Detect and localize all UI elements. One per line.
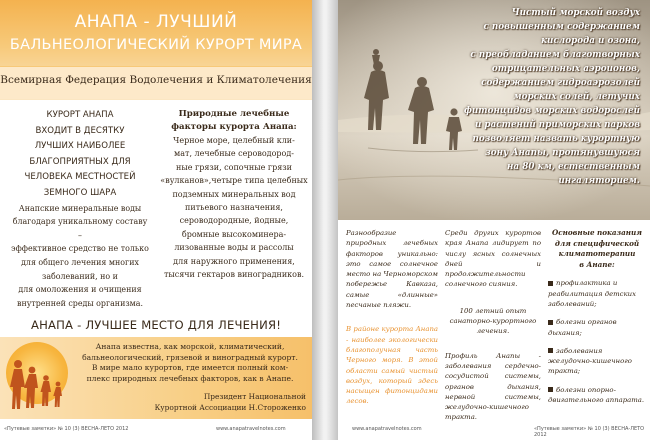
body-line: Анапские минеральные воды: [18, 203, 142, 213]
list-item: профилактика и реабилитация детских заболеваний;: [548, 279, 636, 308]
quote-line: и растений приморских парков: [474, 120, 640, 130]
family-silhouette-icon: [4, 356, 74, 412]
bottom-line: В мире мало курортов, где имеется полный ком-: [91, 363, 289, 373]
experience-text: 100 летний опыт санаторно-курортного лечения.: [449, 306, 537, 336]
factors-line: питьевого назначения,: [185, 203, 283, 213]
quote-line: морских солей, летучих: [513, 92, 640, 102]
footer-issue: «Путевые заметки» № 10 (3) ВЕСНА-ЛЕТО 2012: [534, 426, 645, 438]
signature: [130, 392, 306, 413]
bottom-paragraph: [74, 342, 306, 384]
heading-line: факторы курорта Анапа:: [171, 122, 297, 132]
quote-line: зону Анапы, протянувшуюся: [485, 148, 640, 158]
signature-line: Курортной Ассоциации Н.Стороженко: [154, 402, 306, 412]
quote-line: позволяет назвать курортную: [472, 134, 640, 144]
list-item: болезни органов дыхания;: [548, 318, 617, 337]
caps-line: ЗЕМНОГО ШАРА: [43, 187, 117, 198]
quote-line: ингаляторием.: [558, 176, 640, 186]
caps-line: БЛАГОПРИЯТНЫХ ДЛЯ: [29, 156, 131, 167]
footer-url: www.anapatravelnotes.com: [352, 426, 422, 432]
quote-line: содержанием гидроаэрозолей: [481, 78, 640, 88]
right-page: [338, 0, 650, 440]
indications-heading: [548, 228, 646, 270]
profile-text: Профиль Анапы - заболевания сердечно-сосудистой системы, органов дыхания, нервной системы, желудочно-кишечного тракта.: [445, 351, 541, 422]
bullet-icon: [548, 387, 553, 392]
factors-heading: [160, 108, 308, 134]
body-line: благодаря уникальному составу –: [12, 217, 148, 240]
page-gutter: [312, 0, 338, 440]
factors-line: «вулканов»,четыре типа целебных: [160, 176, 308, 186]
bullet-icon: [548, 348, 553, 353]
beach-photo: [338, 0, 650, 220]
quote-line: с преобладанием благотворных: [470, 50, 640, 60]
body-line: эффективное средство не только: [11, 244, 149, 254]
bottom-line: плекс природных лечебных факторов, как в Анапе.: [86, 373, 294, 383]
body-line: для омоложения и очищения: [18, 285, 142, 295]
natural-factors-text: Разнообразие природных лечебных факторов уникально: это самое солнечное место на Черноморском побережье Кавказа, самые «длинные» песчаные пляжи.: [346, 229, 438, 310]
body-block: [10, 202, 150, 311]
quote-line: кислорода и озона,: [541, 36, 640, 46]
quote-line: отрицательных аэроионов,: [491, 64, 640, 74]
ecology-text: В районе курорта Анапа - наиболее экологически благополучная часть Черного моря. В этой области самый чистый воздух, который здесь насыщен фитонцидами лесов.: [346, 325, 438, 406]
info-column-3: [548, 228, 646, 405]
signature-line: Президент Национальной: [203, 392, 306, 401]
quote-line: Чистый морской воздух: [511, 8, 640, 18]
info-column-1: [346, 228, 438, 407]
caps-line: ЛУЧШИХ НАИБОЛЕЕ: [34, 141, 126, 152]
caps-line: ЧЕЛОВЕКА МЕСТНОСТЕЙ: [24, 172, 136, 183]
heading-line: Основные показания: [552, 228, 642, 237]
caps-line: ВХОДИТ В ДЕСЯТКУ: [35, 125, 125, 136]
right-column: [160, 108, 308, 281]
factors-line: бромные высокоминера-: [181, 229, 287, 239]
quote-line: на 80 км, естественным: [507, 162, 640, 172]
bottom-line: Анапа известна, как морской, климатический,: [95, 342, 285, 351]
page-title-line1: АНАПА - ЛУЧШИЙ: [74, 12, 238, 32]
bullet-icon: [548, 320, 553, 325]
factors-line: тысячи гектаров виноградников.: [163, 270, 305, 280]
footer-issue: «Путевые заметки» № 10 (3) ВЕСНА-ЛЕТО 2012: [4, 426, 129, 432]
factors-line: сероводородные, йодные,: [179, 216, 289, 226]
list-item: заболевания желудочно-кишечного тракта;: [548, 346, 632, 376]
factors-line: подземных минеральных вод: [172, 189, 296, 199]
heading-line: в Анапе:: [579, 259, 615, 269]
photo-quote: [434, 6, 640, 188]
heading-line: климатотерапии: [558, 249, 636, 259]
info-column-2: [445, 228, 541, 423]
quote-line: с повышенным содержанием: [483, 22, 640, 32]
footer-url: www.anapatravelnotes.com: [216, 426, 286, 432]
body-line: заболеваний, но и: [42, 271, 118, 281]
caps-line: КУРОРТ АНАПА: [46, 110, 114, 120]
page-subtitle: Всемирная Федерация Водолечения и Климатолечения: [0, 74, 312, 86]
factors-line: для наружного применения,: [173, 256, 295, 266]
page-title-line2: БАЛЬНЕОЛОГИЧЕСКИЙ КУРОРТ МИРА: [9, 37, 303, 53]
sunny-days-text: Среди других курортов края Анапа лидирует по числу ясных солнечных дней и продолжительности солнечного сияния.: [445, 229, 541, 289]
left-column: [10, 108, 150, 310]
factors-line: Черное море, целебный кли-: [173, 136, 295, 145]
heading-line: Природные лечебные: [178, 109, 290, 119]
body-line: внутренней среды организма.: [17, 298, 143, 308]
heading-line: для специфической: [554, 238, 640, 248]
factors-line: мат, лечебные сероводород-: [174, 149, 294, 159]
body-line: для общего лечения многих: [21, 257, 139, 267]
bullet-icon: [548, 281, 553, 286]
left-page: [0, 0, 312, 440]
caps-block: [10, 108, 150, 202]
bottom-line: бальнеологический, грязевой и виноградный курорт.: [82, 352, 298, 362]
quote-line: фитонцидов морских водорослей: [463, 106, 640, 116]
factors-line: лизованные воды и рассолы: [174, 243, 294, 253]
list-item: болезни опорно-двигательного аппарата.: [548, 385, 645, 405]
factors-line: ные грязи, сопочные грязи: [176, 162, 292, 172]
slogan: АНАПА - ЛУЧШЕЕ МЕСТО ДЛЯ ЛЕЧЕНИЯ!: [30, 318, 282, 332]
